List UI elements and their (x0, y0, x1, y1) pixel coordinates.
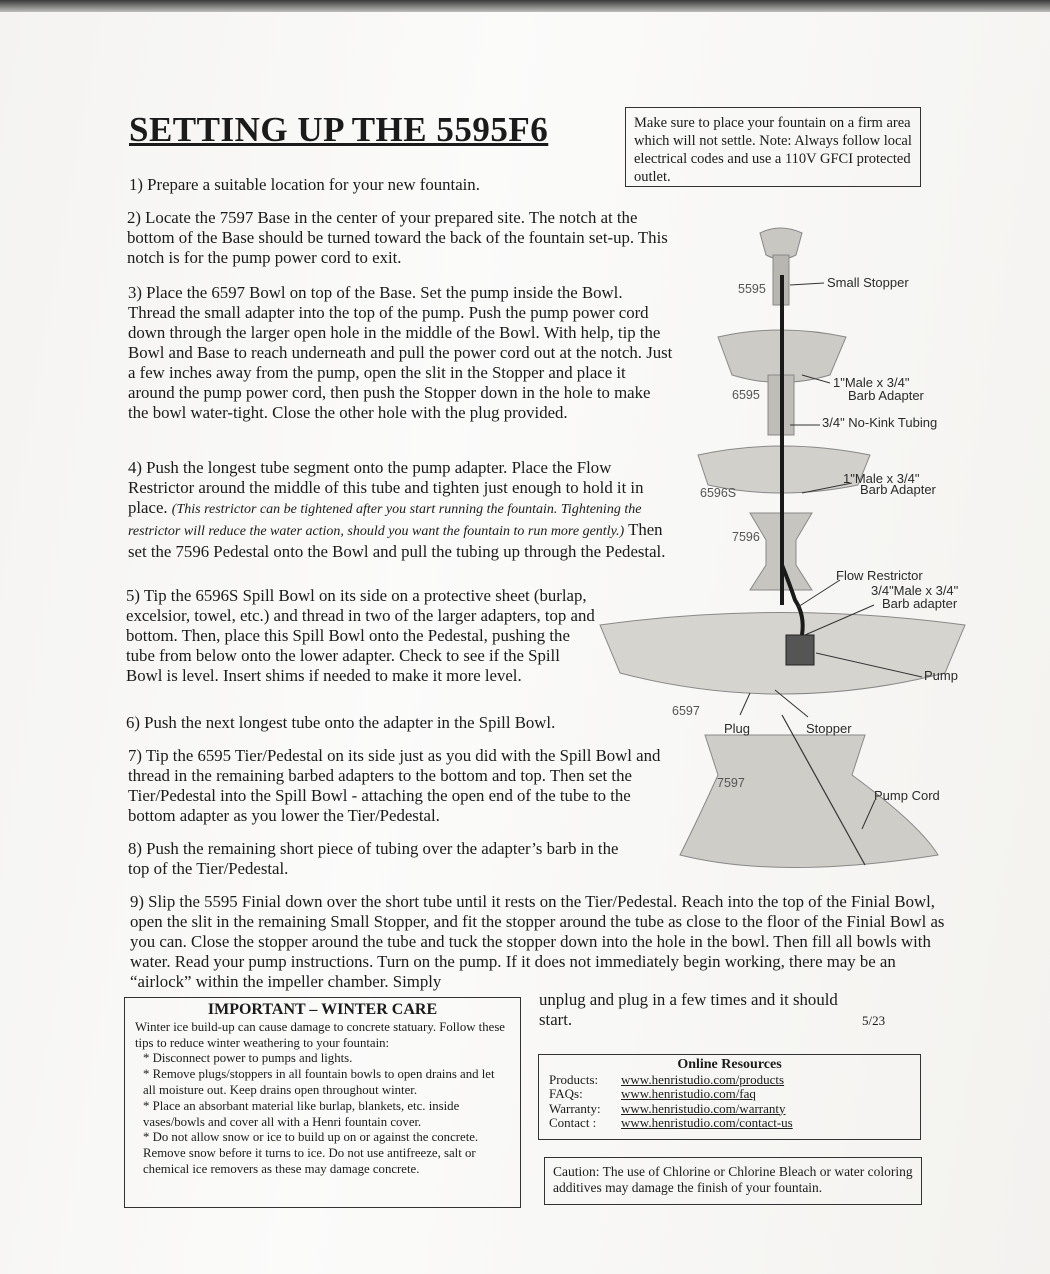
winter-tip: * Do not allow snow or ice to build up on or against the concrete. Remove snow before it turns to ice. Do not use antifreeze, salt or chemical ice removers as these may damage concrete. (143, 1130, 479, 1176)
label-plug: Plug (724, 721, 751, 736)
label-pump-cord: Pump Cord (874, 788, 940, 803)
part-6595: 6595 (732, 388, 760, 402)
resource-row (549, 1073, 910, 1088)
placement-notice-box: Make sure to place your fountain on a firm area which will not settle. Note: Always follow local electrical codes and use a 110V GFCI protected outlet. (625, 107, 921, 187)
label-stopper: Stopper (806, 721, 852, 736)
winter-tip: * Disconnect power to pumps and lights. (143, 1051, 353, 1066)
winter-care-tips (135, 1051, 510, 1177)
part-7597: 7597 (717, 776, 745, 790)
resource-label: Contact : (549, 1115, 597, 1130)
resource-row (549, 1116, 910, 1131)
label-adapter-2-line1: 1"Male x 3/4" (843, 471, 920, 486)
step-4-text-b: Then set the 7596 Pedestal onto the Bowl and pull the tubing up through the Pedestal. (128, 520, 666, 561)
label-adapter-3-line1: 3/4"Male x 3/4" (871, 583, 959, 598)
label-tubing: 3/4" No-Kink Tubing (822, 415, 938, 430)
leader-plug (740, 693, 750, 715)
resource-label: FAQs: (549, 1086, 583, 1101)
step-9: 9) Slip the 5595 Finial down over the short tube until it rests on the Tier/Pedestal. Reach into the top of the Finial Bowl, open the slit in the remaining Small Stopper, and fit the stopper around the tube as close to the floor of the Finial Bowl as you can. Close the stopper around the tube and tuck the stopper down into the hole in the bowl. Then fill all bowls with water. Read your pump instructions. Turn on the pump. If it does not immediately begin working, there may be an “airlock” within the impeller chamber. Simply (130, 892, 945, 991)
step-1: 1) Prepare a suitable location for your new fountain. (129, 175, 480, 194)
resource-label: Products: (549, 1071, 599, 1087)
step-9-continued: unplug and plug in a few times and it should start. (539, 990, 838, 1029)
label-adapter-1-line1: 1"Male x 3/4" (833, 375, 910, 390)
label-adapter-1-line2: Barb Adapter (848, 388, 924, 403)
step-4-text-a: 4) Push the longest tube segment onto the pump adapter. Place the Flow Restrictor around the middle of this tube and tighten just enough to hold it in place. (128, 458, 644, 517)
faq-link[interactable]: www.henristudio.com/faq (621, 1086, 756, 1101)
resource-row (549, 1102, 910, 1117)
step-3: 3) Place the 6597 Bowl on top of the Base. Set the pump inside the Bowl. Thread the small adapter into the top of the pump. Push the pump power cord down through the larger open hole in the middle of the Bowl. With help, tip the Bowl and Base to reach underneath and pull the power cord out at the notch. Just a few inches away from the pump, open the slit in the Stopper and place it around the pump power cord, then push the Stopper down in the hole to make the bowl water-tight. Close the other hole with the plug provided. (128, 283, 673, 422)
winter-care-intro: Winter ice build-up can cause damage to concrete statuary. Follow these tips to reduce winter weathering to your fountain: (135, 1019, 505, 1050)
bowl-6597 (600, 613, 965, 695)
part-5595: 5595 (738, 282, 766, 296)
part-6596s: 6596S (700, 486, 737, 500)
online-resources-box (538, 1054, 921, 1140)
finial-bowl (760, 228, 802, 259)
resource-row (549, 1087, 910, 1102)
step-8: 8) Push the remaining short piece of tubing over the adapter’s barb in the top of the Tier/Pedestal. (128, 839, 619, 878)
winter-tip: * Remove plugs/stoppers in all fountain bowls to open drains and let all moisture out. Keep drains open throughout winter. (143, 1067, 495, 1097)
label-pump: Pump (924, 668, 958, 683)
page-title: SETTING UP THE 5595F6 (129, 110, 549, 149)
part-7596: 7596 (732, 530, 760, 544)
label-small-stopper: Small Stopper (827, 275, 909, 290)
step-5: 5) Tip the 6596S Spill Bowl on its side on a protective sheet (burlap, excelsior, towel, etc.) and thread in two of the larger adapters, top and bottom. Then, place this Spill Bowl onto the Pedestal, pushing the tube from below onto the lower adapter. Check to see if the Spill Bowl is level. Insert shims if needed to make it more level. (126, 586, 595, 685)
pump (786, 635, 814, 665)
step-6: 6) Push the next longest tube onto the adapter in the Spill Bowl. (126, 713, 556, 732)
winter-care-heading: IMPORTANT – WINTER CARE (207, 1001, 438, 1018)
leader-small-stopper (790, 283, 824, 285)
caution-box: Caution: The use of Chlorine or Chlorine Bleach or water coloring additives may damage the finish of your fountain. (544, 1157, 922, 1205)
top-shadow (0, 0, 1050, 12)
winter-tip: * Place an absorbant material like burlap, blankets, etc. inside vases/bowls and cover all with a Henri fountain cover. (143, 1098, 460, 1129)
resource-label: Warranty: (549, 1100, 601, 1116)
label-adapter-2-line2: Barb Adapter (860, 482, 936, 497)
label-flow-restrictor: Flow Restrictor (836, 568, 923, 583)
contact-link[interactable]: www.henristudio.com/contact-us (621, 1115, 793, 1130)
warranty-link[interactable]: www.henristudio.com/warranty (621, 1100, 786, 1116)
winter-care-box (124, 997, 521, 1208)
revision-date: 5/23 (862, 1013, 886, 1028)
products-link[interactable]: www.henristudio.com/products (621, 1071, 785, 1087)
fountain-diagram (590, 215, 970, 895)
online-resources-heading: Online Resources (677, 1057, 782, 1072)
step-2: 2) Locate the 7597 Base in the center of your prepared site. The notch at the bottom of the Base should be turned toward the back of the fountain set-up. This notch is for the pump power cord to exit. (127, 208, 668, 267)
part-6597: 6597 (672, 704, 700, 718)
step-4-italic-note: (This restrictor can be tightened after you start running the fountain. Tightening the restrictor will reduce the water action, should you want the fountain to run more gently.) (128, 502, 642, 539)
step-7: 7) Tip the 6595 Tier/Pedestal on its side just as you did with the Spill Bowl and thread in the remaining barbed adapters to the bottom and top. Then set the Tier/Pedestal into the Spill Bowl - attaching the open end of the tube to the bottom adapter as you lower the Tier/Pedestal. (128, 746, 661, 825)
label-adapter-3-line2: Barb adapter (882, 596, 958, 611)
step-4 (128, 458, 668, 562)
